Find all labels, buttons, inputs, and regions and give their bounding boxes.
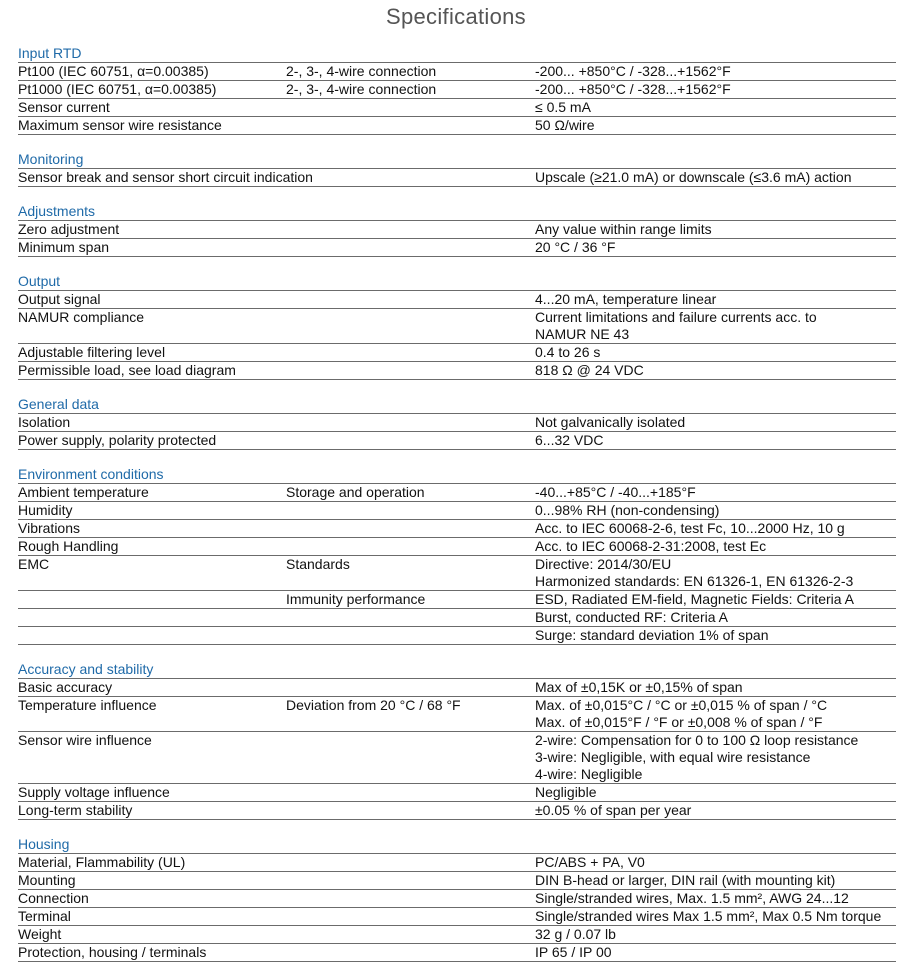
spec-condition (286, 679, 535, 696)
spec-label: Power supply, polarity protected (18, 432, 217, 448)
spec-condition (286, 520, 535, 537)
spec-value (535, 239, 896, 256)
spec-row (18, 697, 896, 732)
spec-value (535, 414, 896, 431)
spec-condition (286, 538, 535, 555)
spec-value (535, 784, 896, 801)
spec-label: Pt100 (IEC 60751, α=0.00385) (18, 63, 209, 79)
spec-label: Material, Flammability (UL) (18, 854, 186, 870)
spec-value (535, 926, 896, 943)
spec-value-line: ±0.05 % of span per year (535, 802, 692, 818)
spec-condition: Standards (286, 556, 350, 572)
spec-value (535, 627, 896, 644)
spec-label: Ambient temperature (18, 484, 149, 500)
section-title: General data (18, 396, 896, 414)
spec-label (18, 627, 286, 644)
spec-row (18, 520, 896, 538)
spec-value (535, 697, 896, 731)
spec-row (18, 81, 896, 99)
section-title: Adjustments (18, 203, 896, 221)
spec-row (18, 362, 896, 380)
spec-row (18, 484, 896, 502)
section-title: Input RTD (18, 45, 896, 63)
spec-condition (286, 221, 535, 238)
spec-value-line: ESD, Radiated EM-field, Magnetic Fields: Criteria A (535, 591, 855, 607)
spec-label: Isolation (18, 414, 71, 430)
spec-condition: 2-, 3-, 4-wire connection (286, 63, 437, 79)
section-title: Output (18, 273, 896, 291)
spec-row (18, 291, 896, 309)
spec-condition (286, 926, 535, 943)
spec-label: Terminal (18, 908, 71, 924)
spec-row (18, 502, 896, 520)
spec-label (18, 591, 286, 608)
spec-condition: 2-, 3-, 4-wire connection (286, 81, 437, 97)
spec-condition (286, 291, 535, 308)
spec-value-line: 50 Ω/wire (535, 117, 595, 133)
spec-label: Sensor break and sensor short circuit indication (18, 169, 313, 185)
spec-label: Sensor wire influence (18, 732, 152, 748)
spec-value (535, 872, 896, 889)
spec-value (535, 117, 896, 134)
spec-row (18, 944, 896, 962)
spec-condition (286, 432, 535, 449)
spec-condition: Immunity performance (286, 591, 426, 607)
spec-value (535, 309, 896, 343)
spec-value-line: Directive: 2014/30/EU (535, 556, 672, 572)
spec-condition (286, 890, 535, 907)
spec-value-line: DIN B-head or larger, DIN rail (with mounting kit) (535, 872, 836, 888)
spec-condition (286, 627, 535, 644)
section-title: Monitoring (18, 151, 896, 169)
spec-value-line: -40...+85°C / -40...+185°F (535, 484, 696, 500)
spec-label: Weight (18, 926, 62, 942)
spec-value-line: Max. of ±0,015°F / °F or ±0,008 % of span / °F (535, 714, 823, 730)
spec-value-line: Single/stranded wires Max 1.5 mm², Max 0.5 Nm torque (535, 908, 882, 924)
spec-value-line: 3-wire: Negligible, with equal wire resistance (535, 749, 811, 765)
spec-value-line: 0.4 to 26 s (535, 344, 601, 360)
spec-section (18, 466, 896, 645)
spec-row (18, 732, 896, 784)
spec-row (18, 872, 896, 890)
spec-condition (286, 872, 535, 889)
spec-value-line: Max. of ±0,015°C / °C or ±0,015 % of span / °C (535, 697, 828, 713)
spec-row (18, 309, 896, 344)
spec-label: Connection (18, 890, 89, 906)
spec-condition (286, 502, 535, 519)
spec-value-line: Harmonized standards: EN 61326-1, EN 61326-2-3 (535, 573, 854, 589)
spec-label: Protection, housing / terminals (18, 944, 207, 960)
spec-value-line: 2-wire: Compensation for 0 to 100 Ω loop resistance (535, 732, 859, 748)
spec-label: Supply voltage influence (18, 784, 170, 800)
spec-row (18, 802, 896, 820)
spec-value-line: Acc. to IEC 60068-2-31:2008, test Ec (535, 538, 767, 554)
spec-row (18, 63, 896, 81)
spec-value-line: Surge: standard deviation 1% of span (535, 627, 769, 643)
spec-value (535, 221, 896, 238)
spec-condition (286, 732, 535, 783)
spec-value-line: 20 °C / 36 °F (535, 239, 616, 255)
spec-row (18, 627, 896, 645)
spec-row (18, 591, 896, 609)
spec-row (18, 609, 896, 627)
spec-section (18, 151, 896, 187)
spec-condition (286, 309, 535, 343)
spec-row (18, 854, 896, 872)
spec-value (535, 944, 896, 961)
spec-row (18, 414, 896, 432)
spec-condition (286, 239, 535, 256)
spec-label: Output signal (18, 291, 101, 307)
spec-row (18, 432, 896, 450)
section-title: Environment conditions (18, 466, 896, 484)
spec-condition (286, 344, 535, 361)
spec-value-line: PC/ABS + PA, V0 (535, 854, 645, 870)
spec-section (18, 45, 896, 135)
spec-value-line: -200... +850°C / -328...+1562°F (535, 63, 731, 79)
specifications-table (18, 45, 896, 978)
spec-value (535, 169, 896, 186)
spec-row (18, 679, 896, 697)
spec-row (18, 926, 896, 944)
spec-value-line: Single/stranded wires, Max. 1.5 mm², AWG 24...12 (535, 890, 849, 906)
spec-condition (286, 784, 535, 801)
section-title: Accuracy and stability (18, 661, 896, 679)
spec-label: Mounting (18, 872, 76, 888)
spec-label: Maximum sensor wire resistance (18, 117, 222, 133)
spec-condition: Deviation from 20 °C / 68 °F (286, 697, 461, 713)
spec-value (535, 556, 896, 590)
spec-value (535, 591, 896, 608)
spec-label: Temperature influence (18, 697, 157, 713)
section-title: Housing (18, 836, 896, 854)
spec-value (535, 344, 896, 361)
spec-row (18, 117, 896, 135)
spec-value (535, 63, 896, 80)
spec-label: Permissible load, see load diagram (18, 362, 236, 378)
spec-section (18, 396, 896, 450)
spec-row (18, 99, 896, 117)
spec-condition (286, 802, 535, 819)
spec-value-line: 6...32 VDC (535, 432, 604, 448)
spec-row (18, 908, 896, 926)
spec-value-line: Any value within range limits (535, 221, 712, 237)
spec-section (18, 661, 896, 820)
spec-row (18, 890, 896, 908)
spec-value-line: Not galvanically isolated (535, 414, 686, 430)
spec-row (18, 344, 896, 362)
spec-value (535, 362, 896, 379)
spec-label: Basic accuracy (18, 679, 113, 695)
spec-value (535, 854, 896, 871)
spec-condition (286, 908, 535, 925)
spec-value-line: Max of ±0,15K or ±0,15% of span (535, 679, 743, 695)
spec-value-line: 4-wire: Negligible (535, 766, 643, 782)
spec-condition (286, 414, 535, 431)
spec-label: Long-term stability (18, 802, 133, 818)
spec-section (18, 836, 896, 962)
spec-row (18, 556, 896, 591)
spec-value (535, 81, 896, 98)
spec-label (18, 609, 286, 626)
spec-label: Pt1000 (IEC 60751, α=0.00385) (18, 81, 217, 97)
spec-value-line: Current limitations and failure currents acc. to (535, 309, 817, 325)
spec-value-line: Upscale (≥21.0 mA) or downscale (≤3.6 mA) action (535, 169, 852, 185)
spec-value-line: IP 65 / IP 00 (535, 944, 612, 960)
spec-value (535, 99, 896, 116)
spec-condition (286, 609, 535, 626)
spec-row (18, 221, 896, 239)
spec-value (535, 432, 896, 449)
spec-label: Humidity (18, 502, 73, 518)
spec-section (18, 273, 896, 380)
spec-value-line: Acc. to IEC 60068-2-6, test Fc, 10...2000 Hz, 10 g (535, 520, 845, 536)
spec-value (535, 802, 896, 819)
spec-value (535, 538, 896, 555)
spec-label: Vibrations (18, 520, 81, 536)
page-title: Specifications (386, 4, 526, 29)
spec-value-line: -200... +850°C / -328...+1562°F (535, 81, 731, 97)
spec-label: Adjustable filtering level (18, 344, 166, 360)
spec-label: Rough Handling (18, 538, 119, 554)
spec-condition (286, 362, 535, 379)
spec-value-line: 818 Ω @ 24 VDC (535, 362, 644, 378)
spec-condition (286, 854, 535, 871)
spec-row (18, 784, 896, 802)
spec-value-line: NAMUR NE 43 (535, 326, 630, 342)
spec-condition (286, 169, 535, 186)
spec-value-line: Negligible (535, 784, 597, 800)
spec-condition (286, 99, 535, 116)
spec-value (535, 502, 896, 519)
spec-label: NAMUR compliance (18, 309, 145, 325)
spec-label: EMC (18, 556, 50, 572)
spec-row (18, 538, 896, 556)
spec-condition (286, 117, 535, 134)
spec-label: Sensor current (18, 99, 110, 115)
spec-value (535, 520, 896, 537)
spec-value (535, 908, 896, 925)
spec-value (535, 609, 896, 626)
spec-value (535, 890, 896, 907)
spec-section (18, 203, 896, 257)
spec-condition: Storage and operation (286, 484, 425, 500)
spec-condition (286, 944, 535, 961)
spec-label: Zero adjustment (18, 221, 120, 237)
spec-row (18, 239, 896, 257)
spec-value (535, 484, 896, 501)
spec-value-line: 4...20 mA, temperature linear (535, 291, 717, 307)
spec-value-line: ≤ 0.5 mA (535, 99, 591, 115)
spec-row (18, 169, 896, 187)
spec-value-line: 32 g / 0.07 lb (535, 926, 616, 942)
spec-label: Minimum span (18, 239, 110, 255)
spec-value (535, 679, 896, 696)
spec-value (535, 291, 896, 308)
spec-value-line: Burst, conducted RF: Criteria A (535, 609, 728, 625)
spec-value (535, 732, 896, 783)
spec-value-line: 0...98% RH (non-condensing) (535, 502, 720, 518)
